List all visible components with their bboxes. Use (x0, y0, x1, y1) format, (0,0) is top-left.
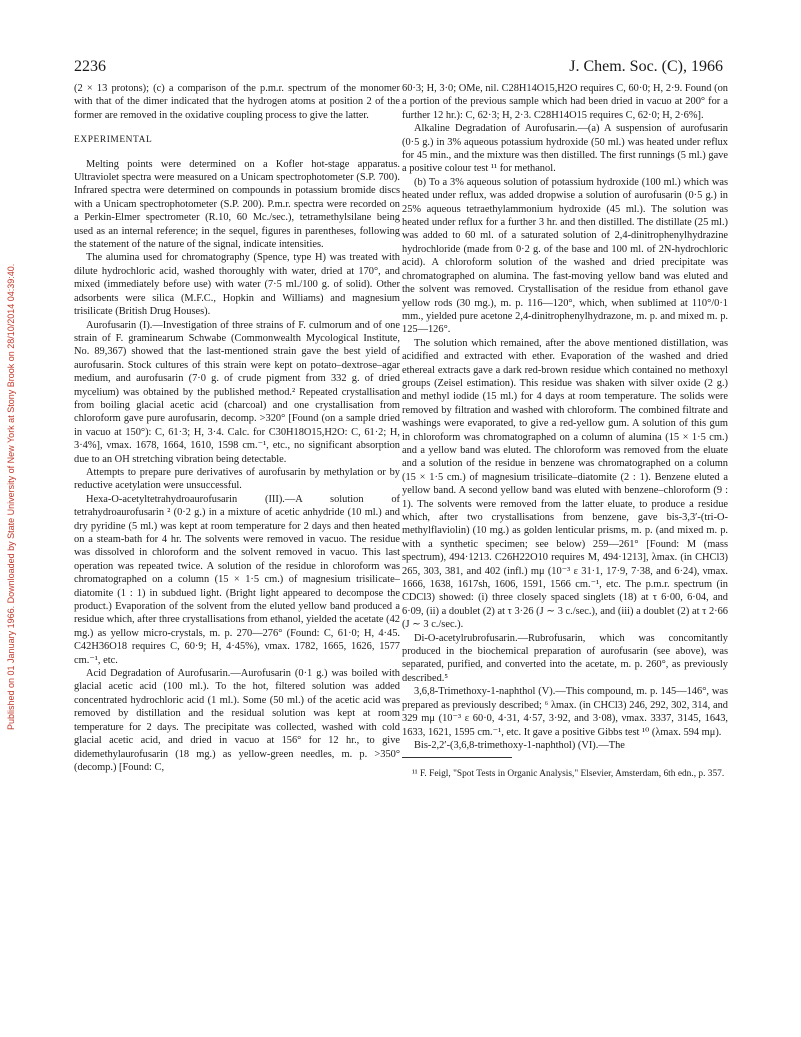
right-column (402, 82, 728, 780)
journal-title: J. Chem. Soc. (C), 1966 (569, 58, 723, 75)
paragraph-alkaline-degradation-a: Alkaline Degradation of Aurofusarin.—(a) A suspension of aurofusarin (0·5 g.) in 3% aqueous potassium hydroxide (50 ml.) was heated under reflux for 45 min., and the mixture was then distilled. The first runnings (5 ml.) gave a positive colour test ¹¹ for methanol. (402, 123, 728, 175)
page-number: 2236 (74, 58, 106, 75)
footnote-rule (402, 757, 512, 758)
paragraph-hexa-acetyl: Hexa-O-acetyltetrahydroaurofusarin (III).—A solution of tetrahydroaurofusarin ² (0·2 g.) in a mixture of acetic anhydride (10 ml.) and dry pyridine (5 ml.) was kept at room temperature for 2 days and then heated on a steam-bath for 4 hr. The solvents were removed in vacuo. The residue was dissolved in chloroform and the solvent removed in vacuo. This last operation was repeated twice. A solution of the residue in chloroform was chromatographed on a column (15 × 1·5 cm.) of magnesium trisilicate–diatomite (1 : 1) in subdued light. (Bright light appeared to decompose the product.) Evaporation of the solvent from the eluted yellow band produced a residue which, after three crystallisations from ethanol, yielded the acetate (42 mg.) as yellow micro-crystals, m. p. 270—276° (Found: C, 61·0; H, 4·45. C42H36O18 requires C, 60·9; H, 4·45%), νmax. 1782, 1665, 1626, 1577 cm.⁻¹, etc. (74, 493, 400, 666)
paragraph-trimethoxy-naphthol: 3,6,8-Trimethoxy-1-naphthol (V).—This compound, m. p. 145—146°, was prepared as previously described; ⁶ λmax. (in CHCl3) 246, 292, 302, 314, and 329 mμ (10⁻³ ε 60·0, 4·31, 4·57, 3·92, and 3·08), νmax. 3337, 3145, 1643, 1633, 1621, 1595 cm.⁻¹, etc. It gave a positive Gibbs test ¹⁰ (λmax. 594 mμ). (402, 686, 728, 738)
download-watermark: Published on 01 January 1966. Downloaded by State University of New York at Stony Brook on 28/10/2014 04:39:40. (6, 263, 16, 730)
left-column (74, 82, 400, 774)
paragraph-residual-solution: The solution which remained, after the above mentioned distillation, was acidified and extracted with ether. Evaporation of the washed and dried ethereal extracts gave a dark red-brown residue which contained no methoxyl groups (Zeisel estimation). This residue was shaken with silver oxide (2 g.) and methyl iodide (15 ml.) for 4 days at room temperature. The solids were removed by filtration and washed with chloroform. The combined filtrate and washings were evaporated, to give a red-yellow gum. A solution of this gum in chloroform was chromatographed on a column of alumina (15 × 1·5 cm.) and a yellow band was eluted. The chloroform was removed from the eluate and a solution of the residue in benzene was chromatographed on a column (15 × 1·5 cm.) of magnesium trisilicate–diatomite (2 : 1). Benzene eluted a yellow band. A second yellow band was eluted with benzene–chloroform (9 : 1). The solvents were removed from the latter eluate, to produce a residue which, after two crystallisations from benzene, gave bis-3,3′-(tri-O-methylflaviolin) (10 mg.) as golden lenticular prisms, m. p. (and mixed m. p. with a synthetic specimen; see below) 259—261° [Found: M (mass spectrum), 494·1213. C26H22O10 requires M, 494·1213], λmax. (in CHCl3) 265, 303, 381, and 402 (infl.) mμ (10⁻³ ε 31·1, 17·9, 7·38, and 6·24), νmax. 1666, 1638, 1617sh, 1606, 1591, 1566 cm.⁻¹, etc. The p.m.r. spectrum (in CDCl3) showed: (i) three closely spaced singlets (18) at τ 6·00, 6·04, and 6·09, (ii) a doublet (2) at τ 3·26 (J ∼ 3 c./sec.), and (iii) a doublet (2) at τ 2·66 (J ∼ 3 c./sec.). (402, 337, 728, 631)
paragraph-attempts: Attempts to prepare pure derivatives of aurofusarin by methylation or by reductive acetylation were unsuccessful. (74, 466, 400, 492)
paragraph-acid-degradation: Acid Degradation of Aurofusarin.—Aurofusarin (0·1 g.) was boiled with glacial acetic acid (100 ml.). To the hot, filtered solution was added concentrated hydrochloric acid (1 ml.). Some (50 ml.) of the acetic acid was removed by distillation and the residual solution was kept at room temperature for 2 days. The precipitate was collected, washed with cold glacial acetic acid, and dried in vacuo at 156° for 12 hr., to give didemethylaurofusarin (18 mg.) as yellow-green needles, m. p. >350° (decomp.) [Found: C, (74, 668, 400, 773)
paragraph-alkaline-degradation-b: (b) To a 3% aqueous solution of potassium hydroxide (100 ml.) which was heated under reflux, was added dropwise a solution of aurofusarin (0·5 g.) in 25% aqueous tetraethylammonium hydroxide (45 ml.). The solution was heated under reflux for a further 3 hr. and then distilled. The distillate (25 ml.) was added to 60 ml. of a saturated solution of 2,4-dinitrophenylhydrazine hydrochloride (made from 0·2 g. of the base and 100 ml. of 2N-hydrochloric acid). A chloroform solution of the washed and dried precipitate was chromatographed on alumina. The fast-moving yellow band was eluted and the solvent was removed. Crystallisation of the residue from ethanol gave yellow rods (30 mg.), m. p. 116—120°, which, when sublimed at 110°/0·1 mm., yielded pure acetone 2,4-dinitrophenylhydrazone, m. p. and mixed m. p. 125—126°. (402, 176, 728, 336)
section-title: EXPERIMENTAL (74, 135, 153, 146)
intro-paragraph: (2 × 13 protons); (c) a comparison of the p.m.r. spectrum of the monomer with that of the dimer indicated that the hydrogen atoms at position 2 of the former are removed in the oxidative coupling process to give the latter. (74, 83, 400, 121)
paragraph-aurofusarin: Aurofusarin (I).—Investigation of three strains of F. culmorum and of one strain of F. graminearum Schwabe (Commonwealth Mycological Institute, No. 89,367) showed that the last-mentioned strain gave the best yield of aurofusarin. Stock cultures of this strain were kept on potato–dextrose–agar medium, and aurofusarin (7·0 g. of crude pigment from 332 g. of dried mycelium) was obtained by the published method.² Repeated crystallisation from boiling glacial acetic acid (charcoal) and one crystallisation from chloroform gave pure aurofusarin, decomp. >320° [Found (on a sample dried in vacuo at 150°): C, 61·3; H, 3·4. Calc. for C30H18O15,H2O: C, 61·2; H, 3·4%], νmax. 1678, 1664, 1610, 1598 cm.⁻¹, etc., no significant absorption due to an OH stretching vibration being detectable. (74, 319, 400, 465)
paragraph-chromatography: The alumina used for chromatography (Spence, type H) was treated with dilute hydrochloric acid, washed thoroughly with water, dried at 170°, and mixed (immediately before use) with water (7·5 ml./100 g. of solid). Other adsorbents were silica (M.F.C., Hopkin and Williams) and magnesium trisilicate (British Drug Houses). (74, 252, 400, 318)
paragraph-general-methods: Melting points were determined on a Kofler hot-stage apparatus. Ultraviolet spectra were measured on a Unicam spectrophotometer (S.P. 700). Infrared spectra were determined on compounds in potassium bromide discs with a Unicam spectrophotometer (S.P. 200). P.m.r. spectra were recorded on a Perkin-Elmer spectrometer (R.10, 60 Mc./sec.), tetramethylsilane being used as an internal reference; in the sequel, figures in parentheses, following the statement of the nature of the signal, indicate intensities. (74, 158, 400, 251)
paragraph-rubrofusarin: Di-O-acetylrubrofusarin.—Rubrofusarin, which was concomitantly produced in the biochemical preparation of aurofusarin (see above), was separated, purified, and converted into the acetate, m. p. 260°, as previously described.⁵ (402, 632, 728, 684)
footnote: ¹¹ F. Feigl, "Spot Tests in Organic Analysis," Elsevier, Amsterdam, 6th edn., p. 357. (412, 769, 725, 780)
paragraph-bis-naphthol: Bis-2,2′-(3,6,8-trimethoxy-1-naphthol) (VI).—The (414, 739, 625, 751)
paragraph-continued-analysis: 60·3; H, 3·0; OMe, nil. C28H14O15,H2O requires C, 60·0; H, 2·9. Found (on a portion of the previous sample which had been dried in vacuo at 200° for a further 12 hr.): C, 62·3; H, 2·3. C28H14O15 requires C, 62·0; H, 2·6%]. (402, 83, 728, 121)
